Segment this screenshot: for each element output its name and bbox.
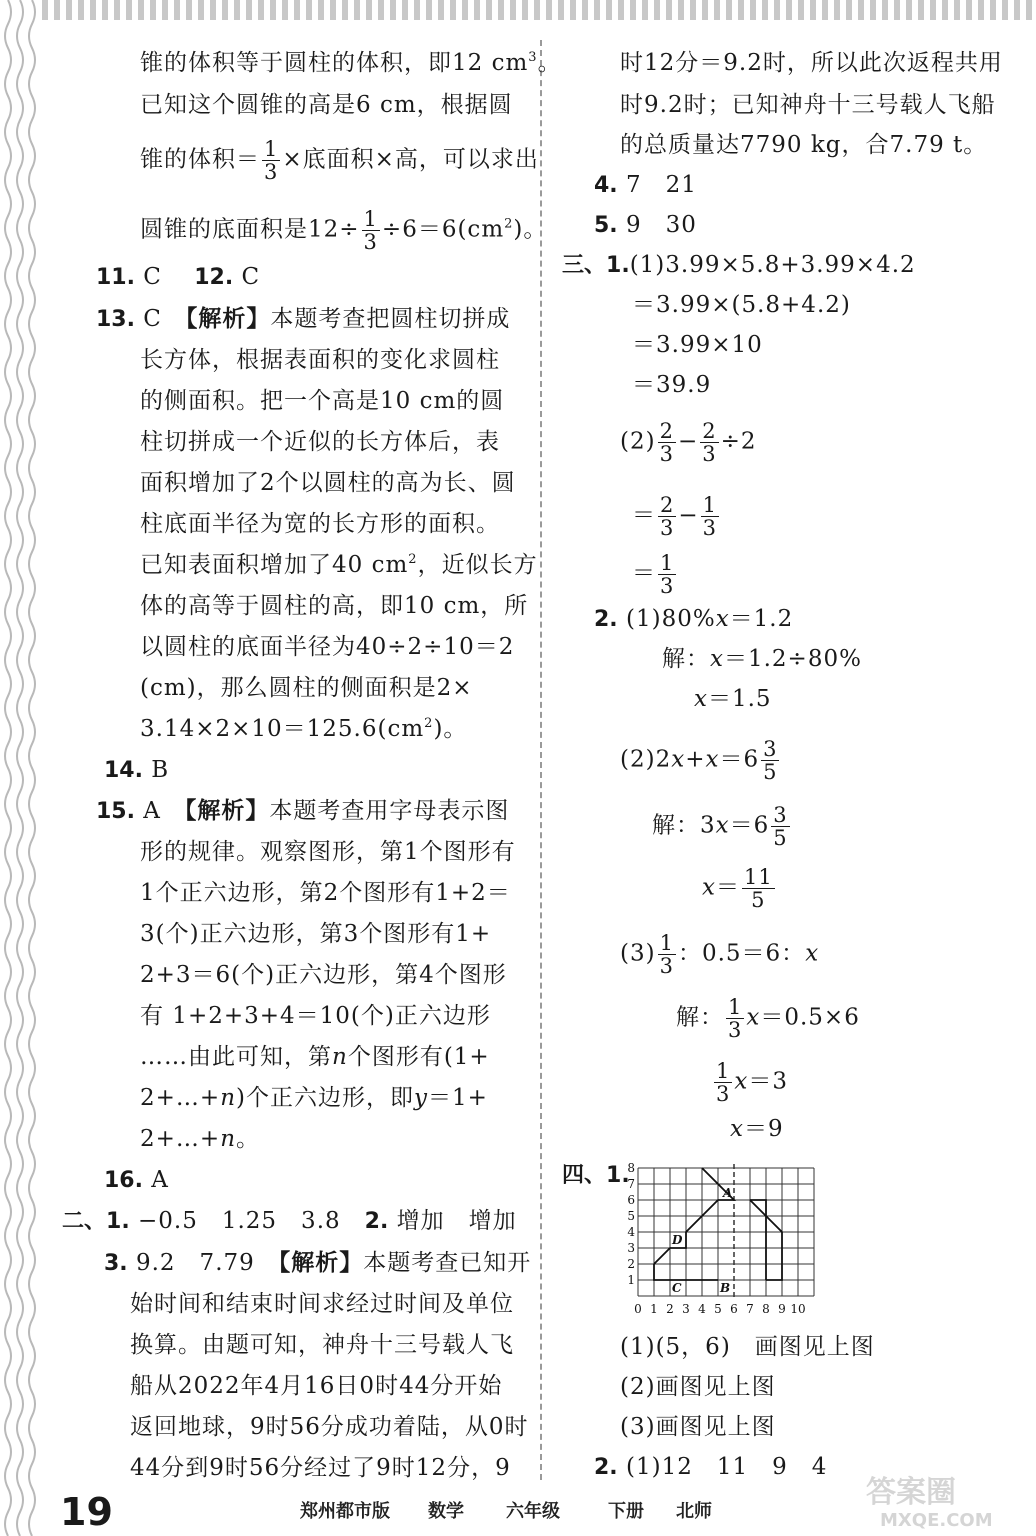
fraction: $\frac{2}{3}$ (660, 493, 675, 540)
edition-label: 郑州都市版 (300, 1501, 390, 1522)
q13-line-4: 柱切拼成一个近似的长方体后，表 (140, 429, 500, 455)
watermark-text-1: 答案圈 (866, 1475, 956, 1510)
fraction: $\frac{11}{5}$ (743, 865, 773, 912)
page-number: 19 (60, 1490, 113, 1534)
x-tick-label: 7 (746, 1302, 754, 1316)
q15-line-9: 2+…+n。 (140, 1126, 261, 1152)
y-axis-ticks (627, 1161, 635, 1287)
question-5: 5. 9 30 (594, 212, 697, 238)
coordinate-grid-figure (620, 1160, 820, 1320)
solve-step: 解：3x＝6 $\frac{3}{5}$ (652, 803, 788, 850)
left-line-3: 锥的体积＝ $\frac{1}{3}$ ×底面积×高，可以求出 (140, 137, 539, 184)
s2q3-line-2: 始时间和结束时间求经过时间及单位 (130, 1291, 514, 1317)
section-2-q3: 3. 9.2 7.79 【解析】本题考查已知开 (104, 1249, 532, 1276)
q13-line-3: 的侧面积。把一个高是10 cm的圆 (140, 388, 505, 414)
question-14: 14. B (104, 757, 170, 783)
q15-line-8: 2+…+n)个正六边形，即y＝1+ (140, 1085, 488, 1111)
fraction: $\frac{2}{3}$ (659, 419, 674, 466)
solve-step: x＝9 (730, 1116, 784, 1142)
question-16: 16. A (104, 1167, 169, 1193)
x-tick-label: 6 (730, 1302, 738, 1316)
left-line-2: 已知这个圆锥的高是6 cm，根据圆 (140, 92, 513, 118)
s4-q1-answer-1: (1)(5，6) 画图见上图 (620, 1334, 875, 1360)
fraction: $\frac{1}{3}$ (702, 493, 718, 540)
y-tick-label: 4 (627, 1225, 635, 1239)
q15-line-5: 2+3＝6(个)正六边形，第4个图形 (140, 962, 507, 988)
s2q3-line-6: 44分到9时56分经过了9时12分，9 (130, 1455, 511, 1481)
solve-step: 解：x＝1.2÷80% (662, 646, 862, 672)
calc-step: ＝ $\frac{1}{3}$ (632, 551, 675, 598)
s4-q1-answer-2: (2)画图见上图 (620, 1374, 776, 1400)
x-tick-label: 1 (650, 1302, 658, 1316)
calc-step: ＝3.99×(5.8+4.2) (632, 292, 851, 318)
y-tick-label: 3 (627, 1241, 635, 1255)
q13-line-2: 长方体，根据表面积的变化求圆柱 (140, 347, 500, 373)
x-axis-ticks (634, 1302, 805, 1316)
left-line-4: 圆锥的底面积是12÷ $\frac{1}{3}$ $\div 6=6(cm^2)$。 (140, 207, 548, 254)
section-4-q1: 四、1. (562, 1163, 630, 1188)
section-4-q2: 2. (1)12 11 9 4 (594, 1454, 828, 1480)
s4-q1-answer-3: (3)画图见上图 (620, 1414, 776, 1440)
calc-step: ＝3.99×10 (632, 332, 763, 358)
binding-edge-decoration (0, 0, 42, 1536)
section-3-q1-2: (2) $\frac{2}{3}$ − $\frac{2}{3}$ ÷2 (620, 419, 757, 466)
y-tick-label: 2 (627, 1257, 635, 1271)
q15-line-6: 有 1+2+3+4＝10(个)正六边形 (140, 1003, 491, 1029)
s2q3-line-4: 船从2022年4月16日0时44分开始 (130, 1373, 503, 1399)
x-tick-label: 3 (682, 1302, 690, 1316)
point-label-a: A (723, 1186, 733, 1200)
q13-line-7: 已知表面积增加了40 $cm^2$，近似长方 (140, 552, 538, 578)
drawn-figure-right-inner (750, 1200, 766, 1280)
q13-line-6: 柱底面半径为宽的长方形的面积。 (140, 511, 500, 537)
left-line-1: 锥的体积等于圆柱的体积，即12 $cm^3$。 (140, 50, 562, 76)
section-3-q2-3: (3) $\frac{1}{3}$ ：0.5＝6：x (620, 931, 820, 978)
fraction: $\frac{2}{3}$ (702, 419, 717, 466)
x-tick-label: 9 (778, 1302, 786, 1316)
solve-step: x＝ $\frac{11}{5}$ (702, 865, 773, 912)
grade-label: 六年级 (506, 1501, 560, 1522)
s2q3-line-3: 换算。由题可知，神舟十三号载人飞 (130, 1332, 514, 1358)
question-15: 15. A 【解析】本题考查用字母表示图 (96, 797, 510, 824)
section-2-q1-q2: 二、1. −0.5 1.25 3.8 2. 增加 增加 (62, 1208, 517, 1234)
fraction: $\frac{3}{5}$ (763, 737, 778, 784)
question-13: 13. C 【解析】本题考查把圆柱切拼成 (96, 305, 511, 332)
y-tick-label: 7 (627, 1177, 635, 1191)
column-divider (540, 40, 542, 1480)
watermark-logo (860, 1470, 1030, 1530)
x-tick-label: 0 (634, 1302, 642, 1316)
calc-step: ＝ $\frac{2}{3}$ − $\frac{1}{3}$ (632, 493, 718, 540)
q13-line-11: $3.14\times 2\times 10=125.6(cm^2)$。 (140, 716, 468, 742)
q13-line-9: 以圆柱的底面半径为40÷2÷10＝2 (140, 634, 515, 660)
question-11-12: 11. C 12. C (96, 264, 261, 290)
q13-line-10: (cm)，那么圆柱的侧面积是2× (140, 675, 473, 701)
q15-line-2: 形的规律。观察图形，第1个图形有 (140, 839, 516, 865)
q15-line-4: 3(个)正六边形，第3个图形有1+ (140, 921, 492, 947)
watermark-text-2: MXQE.COM (880, 1510, 993, 1530)
fraction: $\frac{1}{3}$ (660, 551, 675, 598)
fraction: $\frac{3}{5}$ (773, 803, 788, 850)
section-3-q2-1: 2. (1)80%x＝1.2 (594, 606, 794, 632)
question-4: 4. 7 21 (594, 172, 697, 198)
q15-line-7: ……由此可知，第n个图形有(1+ (140, 1044, 490, 1070)
fraction: $\frac{1}{3}$ (716, 1059, 731, 1106)
point-label-d: D (672, 1233, 683, 1247)
section-3-q2-2: (2)2x+x＝6 $\frac{3}{5}$ (620, 737, 778, 784)
x-tick-label: 4 (698, 1302, 706, 1316)
solve-step: $\frac{1}{3}$ x＝3 (716, 1059, 788, 1106)
right-line-3: 的总质量达7790 kg，合7.79 t。 (620, 132, 988, 158)
subject-label: 数学 (428, 1501, 464, 1522)
publisher-label: 北师 (676, 1501, 712, 1522)
x-tick-label: 10 (790, 1302, 806, 1316)
point-label-c: C (672, 1281, 682, 1295)
fraction: $\frac{1}{3}$ (659, 931, 674, 978)
q15-line-3: 1个正六边形，第2个图形有1+2＝ (140, 880, 511, 906)
point-label-b: B (720, 1281, 731, 1295)
volume-label: 下册 (608, 1501, 644, 1522)
x-tick-label: 5 (714, 1302, 722, 1316)
section-3-q1-1: 三、1.(1)3.99×5.8+3.99×4.2 (562, 252, 916, 278)
y-tick-label: 8 (627, 1161, 635, 1175)
fraction: $\frac{1}{3}$ (363, 207, 378, 254)
s2q3-line-5: 返回地球，9时56分成功着陆，从0时 (130, 1414, 529, 1440)
fraction: $\frac{1}{3}$ (264, 137, 279, 184)
y-tick-label: 5 (627, 1209, 635, 1223)
x-tick-label: 8 (762, 1302, 770, 1316)
x-tick-label: 2 (666, 1302, 674, 1316)
y-tick-label: 1 (627, 1273, 635, 1287)
right-line-2: 时9.2时；已知神舟十三号载人飞船 (620, 92, 996, 118)
solve-step: 解： $\frac{1}{3}$ x＝0.5×6 (676, 995, 860, 1042)
q13-line-8: 体的高等于圆柱的高，即10 cm，所 (140, 593, 529, 619)
y-tick-label: 6 (627, 1193, 635, 1207)
solve-step: x＝1.5 (694, 686, 772, 712)
calc-step: ＝39.9 (632, 372, 712, 398)
q13-line-5: 面积增加了2个以圆柱的高为长、圆 (140, 470, 516, 496)
fraction: $\frac{1}{3}$ (728, 995, 743, 1042)
top-edge-decoration (42, 0, 1036, 22)
right-line-1: 时12分＝9.2时，所以此次返程共用 (620, 50, 1003, 76)
